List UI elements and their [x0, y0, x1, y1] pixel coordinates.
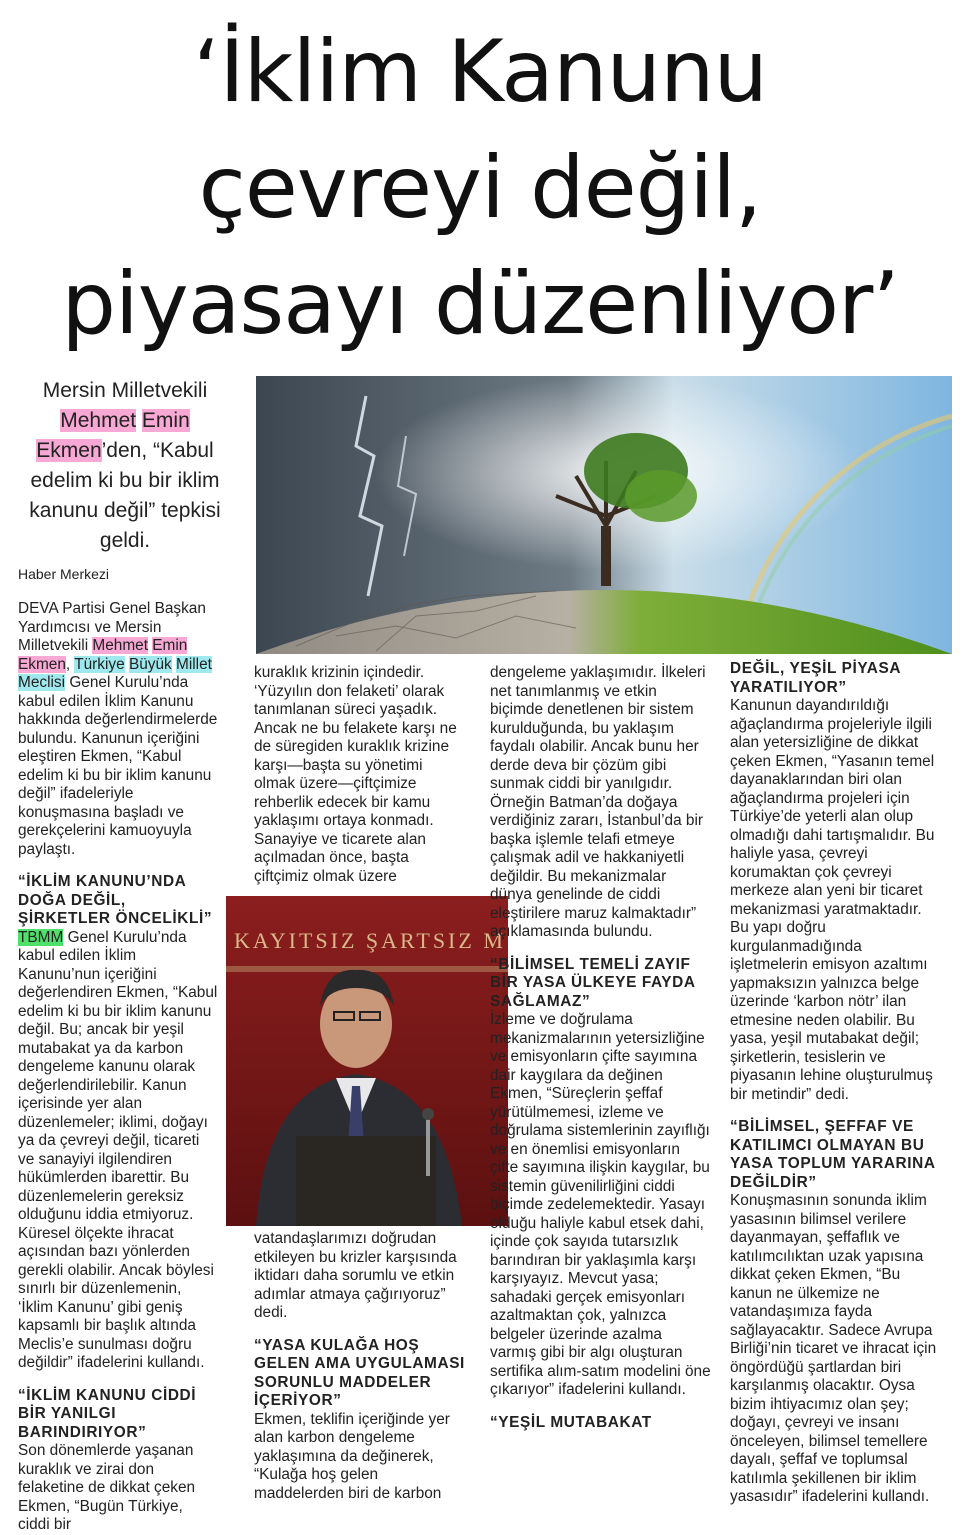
- col1-paragraph-2: [18, 929, 218, 1373]
- lead-deck: [14, 376, 236, 556]
- col3-subheading-1: “BİLİMSEL TEMELİ ZAYIF BİR YASA ÜLKEYE FAYDA SAĞLAMAZ”: [490, 955, 696, 1010]
- column-2-continued: [254, 1230, 472, 1503]
- speaker-photo: [226, 896, 508, 1226]
- col4-paragraph-1: Kanunun dayandırıldığı ağaçlandırma projeleriyle ilgili alan yetersizliğine de dikkat çeken Ekmen, “Yasanın temel dayanaklarından biri olan ağaçlandırma projeleri için Türkiye’de yeterli alan olup olmadığı dahi tartışmalıdır. Bu haliyle yasa, çevreyi korumaktan çok çevreyi merkeze alan yeni bir ticaret mekanizmasi yaratmaktadır. Bu yapı doğru kurgulanmadığında işletmelerin emisyon azaltımı yapmaksızın yalnızca belge üzerinde ‘karbon nötr’ ilan etmesine neden olabilir. Bu yasa, yeşil mutabakat değil; şirketlerin, tesislerin ve piyasanın lehine oluşturulmuş bir metindir” dedi.: [730, 697, 935, 1103]
- climate-photo: [256, 376, 952, 654]
- lead-name-mehmet: Mehmet: [60, 409, 137, 432]
- col1-org-meclisi: Meclisi: [18, 674, 66, 691]
- column-3: [490, 664, 712, 1432]
- wall-inscription: KAYITSIZ ŞARTSIZ M: [234, 928, 506, 953]
- col1-p2-text: Genel Kurulu’nda kabul edilen İklim Kanunu’nun içeriğini değerlendiren Ekmen, “Kabul edelim ki bu bir iklim kanunu değil. Bu; ancak bir yeşil mutabakat ya da karbon dengeleme kanunu olarak değerlendirilebilir. Kanun içerisinde yer alan düzenlemeler; iklimi, doğayı ya da çevreyi değil, ticareti ve sanayiyi ilgilendiren hükümlerden ibarettir. Bu düzenlemelerin gereksiz olduğunu iddia etmiyoruz. Küresel ölçekte ihracat açısından bazı yönlerden gerekli olabilir. Ancak böylesi sınırlı bir düzenlemenin, ‘İklim Kanunu’ gibi geniş kapsamlı bir başlık altında Meclis’e sunulması doğru değildir” ifadelerini kullandı.: [18, 928, 218, 1371]
- headline-line-1: ‘İklim Kanunu: [192, 22, 767, 122]
- col3-paragraph-1: dengeleme yaklaşımıdır. İlkeleri net tanımlanmış ve etkin biçimde denetlenen bir sistem kurulduğunda, bu yaklaşım faydalı olabilir. Ancak bunu her derde deva bir çözüm gibi sunmak ciddi bir yanılgıdır. Örneğin Batman’da doğaya verdiğiniz zararı, İstanbul’da bir başka işlemle telafi etmeye çalışmak adil ve hakkaniyetli değildir. Bu mekanizmalar dünya genelinde de ciddi eleştirilere maruz kalmaktadır” açıklamasında bulundu.: [490, 664, 706, 940]
- byline: Haber Merkezi: [18, 566, 110, 582]
- lead-text-after: ’den, “Kabul edelim ki bu bir iklim kanunu değil” tepkisi geldi.: [29, 439, 221, 552]
- column-4: [730, 660, 942, 1507]
- col1-name-ekmen: Ekmen: [18, 655, 66, 673]
- col1-p1-text-b: Genel Kurulu’nda kabul edilen İklim Kanunu hakkında değerlendirmelerde bulundu. Kanunun içeriğini eleştiren Ekmen, “Kabul edelim ki bu bir iklim kanunu değil” ifadeleriyle konuşmasına başladı ve gerekçelerini kamuoyuyla paylaştı.: [18, 674, 218, 858]
- headline: [0, 14, 960, 362]
- col1-paragraph-3: Son dönemlerde yaşanan kuraklık ve zirai don felaketine de dikkat çeken Ekmen, “Bugün Türkiye, ciddi bir: [18, 1442, 196, 1533]
- col1-org-buyuk: Büyük: [128, 655, 172, 673]
- col4-subheading-1: DEĞİL, YEŞİL PİYASA YARATILIYOR”: [730, 660, 901, 696]
- col3-paragraph-2: İzleme ve doğrulama mekanizmalarının yetersizliğine ve emisyonların çifte sayımına dair kaygılara da değinen Ekmen, “Süreçlerin şeffaf yürütülmemesi, izleme ve doğrulama sistemlerinin zayıflığı ve en önemlisi emisyonların çifte sayımına ilişkin kaygılar, bu sistemin güvenilirliğini ciddi biçimde zedelemektedir. Yasayı olduğu haliyle kabul etsek dahi, içinde çok sayıda tutarsızlık barındıran bir yaklaşımla karşı karşıyayız. Mevcut yasa; sahadaki gerçek emisyonları azaltmaktan çok, yalnızca belgeler üzerinde azalma varmış gibi bir algı oluşturan sertifika alım-satım modelini öne çıkarıyor” ifadelerini kullandı.: [490, 1011, 711, 1398]
- col4-paragraph-2: Konuşmasının sonunda iklim yasasının bilimsel verilere dayanmayan, şeffaflık ve katılımcılıktan uzak yapısına dikkat çeken Ekmen, “Bu kanun ne ülkemize ne vatandaşımıza fayda sağlayacaktır. Sadece Avrupa Birliği’nin ticaret ve ihracat için öngördüğü şartlardan biri karşılanmış olacaktır. Oysa bizim ihtiyacımız olan şey; doğayı, çevreyi ve insanı önceleyen, bilimsel temellere dayalı, şeffaf ve toplumsal katılımla şekillenen bir iklim yasasıdır” ifadelerini kullandı.: [730, 1192, 937, 1505]
- col2-paragraph-3: Ekmen, teklifin içeriğinde yer alan karbon dengeleme yaklaşımına da değinerek, “Kulağa hoş gelen maddelerden biri de karbon: [254, 1410, 450, 1502]
- column-2: [254, 664, 466, 886]
- col1-name-mehmet: Mehmet: [92, 637, 149, 654]
- col4-subheading-2: “BİLİMSEL, ŞEFFAF VE KATILIMCI OLMAYAN BU YASA TOPLUM YARARINA DEĞİLDİR”: [730, 1118, 935, 1191]
- column-1: [18, 600, 218, 1535]
- col1-org-millet: Millet: [176, 655, 212, 673]
- col1-p1-text-a: DEVA Partisi Genel Başkan Yardımcısı ve Mersin Milletvekili: [18, 600, 206, 654]
- lead-name-emin: Emin: [141, 409, 190, 432]
- col1-name-emin: Emin: [152, 637, 188, 654]
- speaker-illustration: [226, 896, 508, 1226]
- headline-line-2: çevreyi değil,: [198, 138, 762, 238]
- lead-name-ekmen: Ekmen: [36, 439, 102, 462]
- col2-paragraph-1: kuraklık krizinin içindedir. ‘Yüzyılın don felaketi’ olarak tanımlanan süreci yaşadık. Ancak ne bu felakete karşı ne de süregiden kuraklık krizine karşı—başta su yönetimi olmak üzere—çiftçimize rehberlik edecek bir kamu yaklaşımı ortaya konmadı. Sanayiye ve ticarete alan açılmadan önce, başta çiftçimiz olmak üzere: [254, 664, 457, 885]
- col1-subheading-2: “İKLİM KANUNU CİDDİ BİR YANILGI BARINDIRIYOR”: [18, 1386, 197, 1441]
- col1-org-tbmm: TBMM: [18, 928, 64, 946]
- climate-illustration: [256, 376, 952, 654]
- col2-paragraph-2: vatandaşlarımızı doğrudan etkileyen bu krizler karşısında iktidarı daha sorumlu ve etkin adımlar atmaya çağırıyoruz” dedi.: [254, 1230, 457, 1321]
- col3-subheading-2: “YEŞİL MUTABAKAT: [490, 1413, 652, 1431]
- col1-org-turkiye: Türkiye: [74, 655, 125, 673]
- col1-paragraph-1: DEVA Partisi Genel Başkan Yardımcısı ve Mersin Milletvekili Mehmet Emin Ekmen, Türkiye Büyük Millet Meclisi Genel Kurulu’nda kabul edilen İklim Kanunu hakkında değerlendirmelerde bulundu. Kanunun içeriğini eleştiren Ekmen, “Kabul edelim ki bu bir iklim kanunu değil” ifadeleriyle konuşmasına başladı ve gerekçelerini kamuoyuyla paylaştı.: [18, 600, 218, 858]
- headline-line-3: piyasayı düzenliyor’: [61, 254, 899, 354]
- col1-subheading-1: “İKLİM KANUNU’NDA DOĞA DEĞİL, ŞİRKETLER ÖNCELİKLİ”: [18, 873, 213, 927]
- col2-subheading-1: “YASA KULAĞA HOŞ GELEN AMA UYGULAMASI SORUNLU MADDELER İÇERİYOR”: [254, 1336, 465, 1409]
- lead-text-before: Mersin Milletvekili: [42, 379, 208, 402]
